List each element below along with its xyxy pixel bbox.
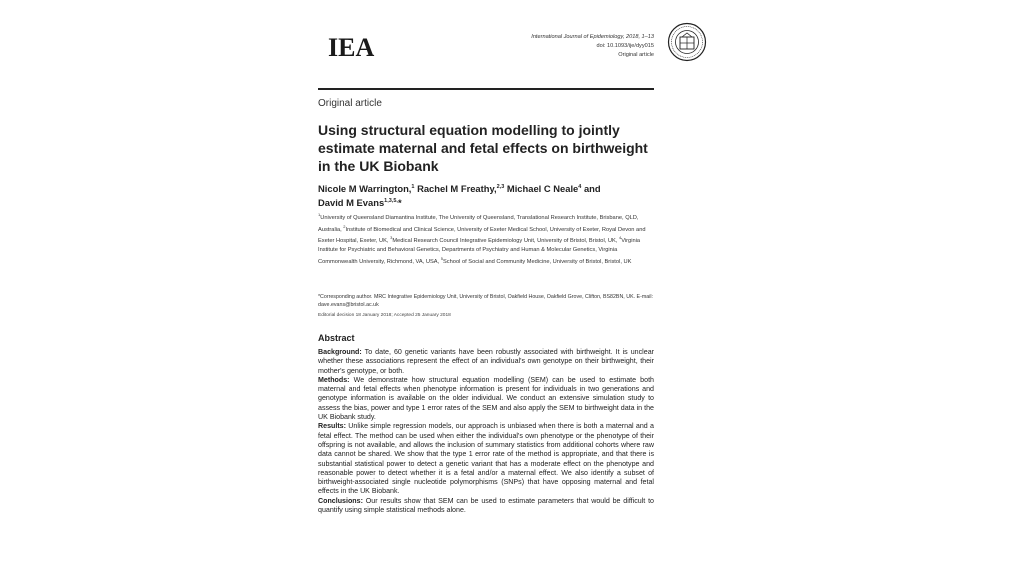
abstract-conclusions: [318, 497, 654, 516]
conclusions-text: Our results show that SEM can be used to estimate parameters that would be difficult to quantify using simple statistical methods alone.: [318, 496, 654, 515]
header-rule: [318, 88, 654, 90]
journal-name: International Journal of Epidemiology, 2018, 1–13: [531, 34, 654, 40]
editorial-dates: Editorial decision 18 January 2018; Accepted 25 January 2018: [318, 313, 451, 318]
background-text: To date, 60 genetic variants have been robustly associated with birthweight. It is unclear whether these associations represent the effect of an individual's own genotype on their birthweight, their mother's genotype, or both.: [318, 348, 654, 375]
affiliation: Medical Research Council Integrative Epidemiology Unit, University of Bristol, Bristol, UK,: [392, 238, 619, 245]
author-sup: 1,3,5,: [384, 198, 398, 205]
paper-page: [318, 0, 656, 576]
affiliation: School of Social and Community Medicine, University of Bristol, Bristol, UK: [442, 258, 632, 265]
author-sup: 2,3: [496, 184, 505, 190]
section-label: Original article: [318, 98, 382, 109]
affiliation: University of Queensland Diamantina Institute, The University of Queensland, Translational Research Institute, Brisbane, QLD, Australia,: [318, 214, 639, 233]
author-list: [318, 181, 648, 209]
affil-sup: 2: [343, 223, 346, 229]
doi[interactable]: doi: 10.1093/ije/dyy015: [596, 43, 654, 49]
conclusions-label: Conclusions:: [318, 496, 363, 505]
results-label: Results:: [318, 422, 346, 431]
affiliation: Virginia Institute for Psychiatric and Behavioral Genetics, Departments of Psychiatry and Human & Molecular Genetics, Virginia Commonwealth University, Richmond, VA, USA,: [318, 238, 641, 265]
affil-sup: 1: [318, 212, 321, 217]
author[interactable]: Nicole M Warrington,: [318, 183, 412, 195]
methods-label: Methods:: [318, 375, 350, 384]
abstract-methods: [318, 376, 654, 422]
background-label: Background:: [318, 348, 362, 356]
affil-sup: 3: [390, 235, 393, 241]
article-type: Original article: [618, 52, 654, 58]
affiliations: [318, 211, 654, 267]
affil-sup: 4: [618, 235, 622, 241]
journal-info: [454, 33, 654, 60]
article-title: Using structural equation modelling to jointly estimate maternal and fetal effects on birthweight in the UK Biobank: [318, 122, 648, 174]
results-text: Unlike simple regression models, our approach is unbiased when there is both a maternal and a fetal effect. The method can be used when either the individual's own phenotype or the phenotype of their offspring is not available, and allows the inclusion of summary statistics from additional cohorts where raw data cannot be shared. We show that the type 1 error rate of the method is appropriate, and that there is substantial statistical power to detect a genetic variant that has a moderate effect on the phenotype and reasonable power to detect whether it is a fetal and/or a maternal effect. We also identify a subset of birthweight-associated single nucleotide polymorphisms (SNPs) that have opposing maternal and fetal effects in the UK Biobank.: [318, 422, 654, 496]
author[interactable]: David M Evans: [318, 197, 385, 209]
iea-logo: IEA: [328, 33, 375, 62]
oxford-university-press-seal-icon: [667, 22, 707, 62]
author[interactable]: Michael C Neale: [506, 183, 579, 195]
affil-sup: 5: [440, 255, 443, 261]
author-star: *: [397, 197, 402, 209]
abstract-background: [318, 348, 654, 376]
affiliation: Institute of Biomedical and Clinical Science, University of Exeter Medical School, University of Exeter, Royal Devon and Exeter Hospital, Exeter, UK,: [318, 226, 646, 245]
author-and: and: [583, 183, 601, 195]
abstract-body: [318, 348, 654, 515]
author-sup: 1: [411, 184, 415, 190]
methods-text: We demonstrate how structural equation modelling (SEM) can be used to estimate both maternal and fetal effects when phenotype information is present for individuals in two generations and genotype information is available on the older individual. We conduct an extensive simulation study to assess the bias, power and type 1 error rates of the SEM and also apply the SEM to birthweight data in the UK Biobank study.: [318, 375, 654, 422]
corresponding-author: *Corresponding author. MRC Integrative Epidemiology Unit, University of Bristol, Oakfield House, Oakfield Grove, Clifton, BS82BN, UK. E-mail: dave.evans@bristol.ac.uk: [318, 294, 654, 308]
abstract-results: [318, 422, 654, 496]
author-sup: 4: [578, 184, 582, 190]
author[interactable]: Rachel M Freathy,: [417, 183, 497, 195]
abstract-heading: Abstract: [318, 333, 355, 343]
